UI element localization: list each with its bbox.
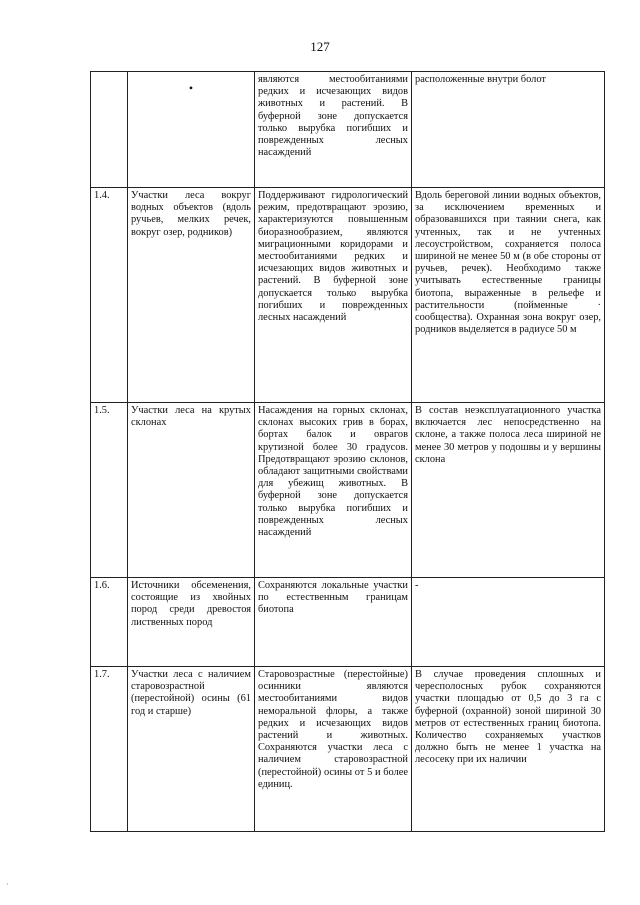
note-cell: В состав неэксплуатационного участка включается лес непосредственно на склоне, а также полоса леса шириной не менее 30 метров у подошвы и у вершины склона	[412, 403, 605, 578]
plot-type-cell: Источники обсеменения, состоящие из хвойных пород среди древостоя лиственных пород	[128, 578, 255, 667]
note-cell: Вдоль береговой линии водных объектов, за исключением временных и образовавшихся при таянии снега, как учтенных, так и не учтенных лесоустройством, сохраняется полоса шириной не менее 50 м (в обе стороны от ручьев, речек). Необходимо также учитывать естественные границы биотопа, выраженные в рельефе и растительности (пойменные · сообщества). Охранная зона вокруг озер, родников выделяется в радиусе 50 м	[412, 188, 605, 403]
description-cell: Сохраняются локальные участки по естественным границам биотопа	[255, 578, 412, 667]
row-number: 1.7.	[91, 667, 128, 832]
table-row	[91, 72, 605, 188]
forest-plots-table	[90, 71, 605, 832]
table-row	[91, 578, 605, 667]
plot-type-cell: Участки леса вокруг водных объектов (вдоль ручьев, мелких речек, вокруг озер, родников)	[128, 188, 255, 403]
row-number	[91, 72, 128, 188]
plot-type-cell: Участки леса с наличием старовозрастной (перестойной) осины (61 год и старше)	[128, 667, 255, 832]
bullet-mark: •	[188, 81, 194, 95]
description-cell: Насаждения на горных склонах, склонах высоких грив в борах, бортах балок и оврагов крутизной более 30 градусов. Предотвращают эрозию склонов, обладают защитными свойствами для убежищ животных. В буферной зоне допускается только вырубка погибших и поврежденных лесных насаждений	[255, 403, 412, 578]
note-cell: расположенные внутри болот	[412, 72, 605, 188]
row-number: 1.5.	[91, 403, 128, 578]
description-cell: Поддерживают гидрологический режим, предотвращают эрозию, характеризуются повышенным биоразнообразием, являются миграционными коридорами и местообитаниями редких и исчезающих видов животных и растений. В буферной зоне допускается только вырубка погибших и поврежденных лесных насаждений	[255, 188, 412, 403]
table-row	[91, 667, 605, 832]
table-row	[91, 403, 605, 578]
description-cell: Старовозрастные (перестойные) осинники являются местообитаниями видов неморальной флоры, а также редких и исчезающих видов растений и животных. Сохраняются участки леса с наличием старовозрастной (перестойной) осины от 5 и более единиц.	[255, 667, 412, 832]
table-row	[91, 188, 605, 403]
plot-type-cell	[128, 72, 255, 188]
plot-type-cell: Участки леса на крутых склонах	[128, 403, 255, 578]
note-cell: В случае проведения сплошных и чересполосных рубок сохраняются участки площадью от 0,5 до 3 га с буферной (охранной) зоной шириной 30 метров от естественных границ биотопа. Количество сохраняемых участков должно быть не менее 1 участка на лесосеку при их наличии	[412, 667, 605, 832]
page-number: 127	[310, 39, 330, 54]
description-cell: являются местообитаниями редких и исчезающих видов животных и растений. В буферной зоне допускается только вырубка погибших и поврежденных лесных насаждений	[255, 72, 412, 188]
row-number: 1.4.	[91, 188, 128, 403]
row-number: 1.6.	[91, 578, 128, 667]
note-cell: -	[412, 578, 605, 667]
scan-mark: ·	[6, 880, 9, 889]
